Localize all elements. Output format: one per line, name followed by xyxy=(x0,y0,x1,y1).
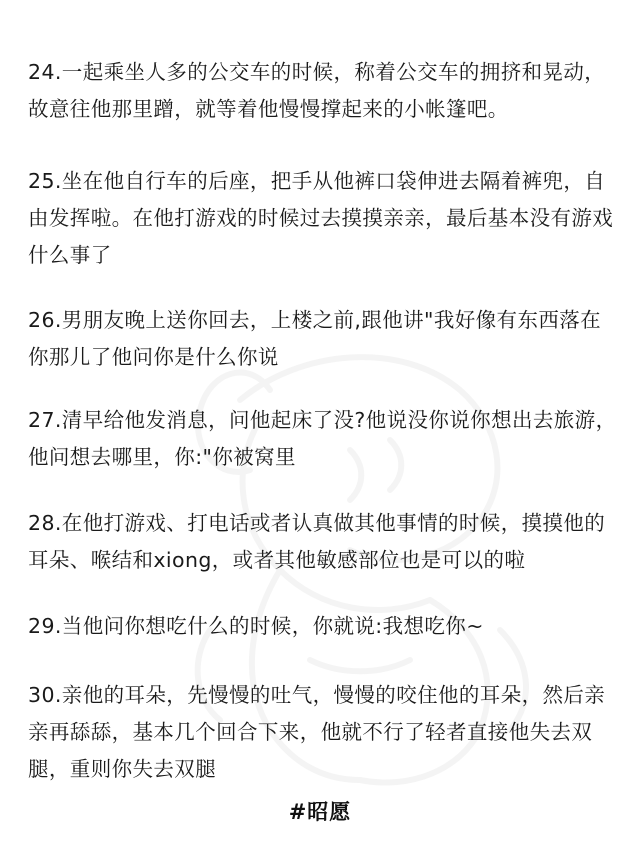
list-item: 26.男朋友晚上送你回去，上楼之前,跟他讲"我好像有东西落在你那儿了他问你是什么你说 xyxy=(28,308,602,369)
list-item: 29.当他问你想吃什么的时候，你就说:我想吃你~ xyxy=(28,614,484,638)
list-item: 27.清早给他发消息，问他起床了没?他说没你说你想出去旅游，他问想去哪里，你:"你被窝里 xyxy=(28,408,617,469)
list-item: 28.在他打游戏、打电话或者认真做其他事情的时候，摸摸他的耳朵、喉结和xiong，或者其他敏感部位也是可以的啦 xyxy=(28,511,606,572)
list-item: 24.一起乘坐人多的公交车的时候，称着公交车的拥挤和晃动，故意往他那里蹭，就等着他慢慢撑起来的小帐篷吧。 xyxy=(28,60,606,121)
list-item: 25.坐在他自行车的后座，把手从他裤口袋伸进去隔着裤兜，自由发挥啦。在他打游戏的时候过去摸摸亲亲，最后基本没有游戏什么事了 xyxy=(28,169,614,267)
hashtag: #昭愿 xyxy=(288,800,352,824)
list-item: 30.亲他的耳朵，先慢慢的吐气，慢慢的咬住他的耳朵，然后亲亲再舔舔，基本几个回合下来，他就不行了轻者直接他失去双腿，重则你失去双腿 xyxy=(28,683,606,781)
